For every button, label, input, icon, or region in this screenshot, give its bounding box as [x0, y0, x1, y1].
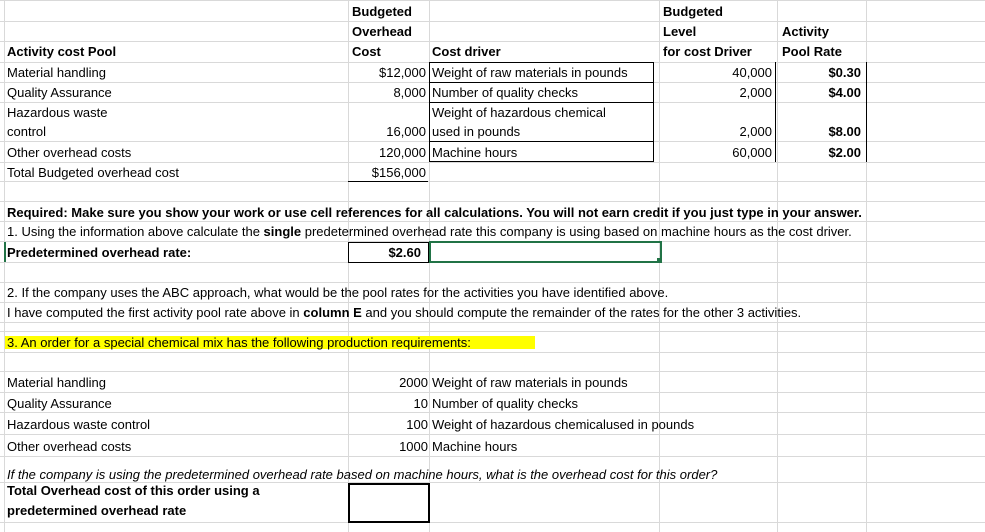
level-right-border [775, 62, 776, 162]
order-pool: Quality Assurance [7, 396, 112, 411]
header-activity-pool: Activity cost Pool [7, 44, 117, 59]
order-pool: Other overhead costs [7, 439, 132, 454]
header-level-line1: Budgeted [663, 4, 723, 19]
row-pool-line2: control [7, 124, 47, 139]
question-2-line1: 2. If the company uses the ABC approach, what would be the pool rates for the activities you have identified above. [7, 285, 669, 300]
order-qty: 100 [406, 417, 428, 432]
header-cost-line2: Overhead [352, 24, 412, 39]
row-level: 2,000 [739, 85, 772, 100]
row-pool: Quality Assurance [7, 85, 112, 100]
header-rate-line1: Activity [782, 24, 829, 39]
row-driver-line1: Weight of hazardous chemical [432, 105, 606, 120]
question-2-line2: I have computed the first activity pool rate above in column E and you should compute the remainder of the rates for the other 3 activities. [7, 305, 802, 320]
total-label: Total Budgeted overhead cost [7, 165, 180, 180]
row-driver-line2: used in pounds [432, 124, 521, 139]
row-driver: Weight of raw materials in pounds [432, 65, 628, 80]
row-border-4 [429, 161, 653, 162]
row-level: 2,000 [739, 124, 772, 139]
order-pool: Hazardous waste control [7, 417, 151, 432]
total-order-input-cell[interactable] [348, 483, 430, 523]
order-unit: Machine hours [432, 439, 518, 454]
row-rate: $0.30 [828, 65, 861, 80]
row-border-2 [429, 102, 653, 103]
order-unit: Weight of raw materials in pounds [432, 375, 628, 390]
row-rate: $8.00 [828, 124, 861, 139]
header-level-line3: for cost Driver [663, 44, 752, 59]
row-level: 60,000 [732, 145, 772, 160]
row-pool: Material handling [7, 65, 107, 80]
order-qty: 1000 [399, 439, 428, 454]
header-cost-line3: Cost [352, 44, 381, 59]
header-cost-line1: Budgeted [352, 4, 412, 19]
required-text: Required: Make sure you show your work or use cell references for all calculations. You will not earn credit if you just type in your answer. [7, 205, 862, 220]
row-cost: $12,000 [379, 65, 426, 80]
row-driver: Machine hours [432, 145, 518, 160]
row-border-1 [429, 82, 653, 83]
header-rate-line2: Pool Rate [782, 44, 842, 59]
question-3: 3. An order for a special chemical mix has the following production requirements: [7, 335, 471, 350]
order-qty: 2000 [399, 375, 428, 390]
total-order-label-line2: predetermined overhead rate [7, 503, 187, 518]
active-cell[interactable] [429, 241, 662, 263]
order-pool: Material handling [7, 375, 107, 390]
row-selection-marker [4, 242, 6, 262]
row-pool-line1: Hazardous waste [7, 105, 108, 120]
question-1: 1. Using the information above calculate the single predetermined overhead rate this company is using based on machine hours as the cost driver. [7, 224, 852, 239]
rate-right-border [866, 62, 867, 162]
header-cost-driver: Cost driver [432, 44, 501, 59]
pohr-value: $2.60 [388, 245, 421, 260]
question-4: If the company is using the predetermined overhead rate based on machine hours, what is the overhead cost for this order? [7, 467, 718, 482]
order-unit: Number of quality checks [432, 396, 578, 411]
total-underline [348, 181, 428, 182]
table-top-border [429, 62, 653, 63]
row-pool: Other overhead costs [7, 145, 132, 160]
row-driver: Number of quality checks [432, 85, 578, 100]
order-qty: 10 [413, 396, 428, 411]
row-rate: $4.00 [828, 85, 861, 100]
row-border-3 [429, 141, 653, 142]
pohr-label: Predetermined overhead rate: [7, 245, 192, 260]
total-order-label-line1: Total Overhead cost of this order using a [7, 483, 260, 498]
fill-handle[interactable] [657, 258, 662, 263]
order-unit: Weight of hazardous chemicalused in pounds [432, 417, 695, 432]
row-level: 40,000 [732, 65, 772, 80]
row-cost: 8,000 [393, 85, 426, 100]
header-level-line2: Level [663, 24, 697, 39]
row-rate: $2.00 [828, 145, 861, 160]
row-cost: 120,000 [379, 145, 426, 160]
row-cost: 16,000 [386, 124, 426, 139]
total-value: $156,000 [371, 165, 426, 180]
